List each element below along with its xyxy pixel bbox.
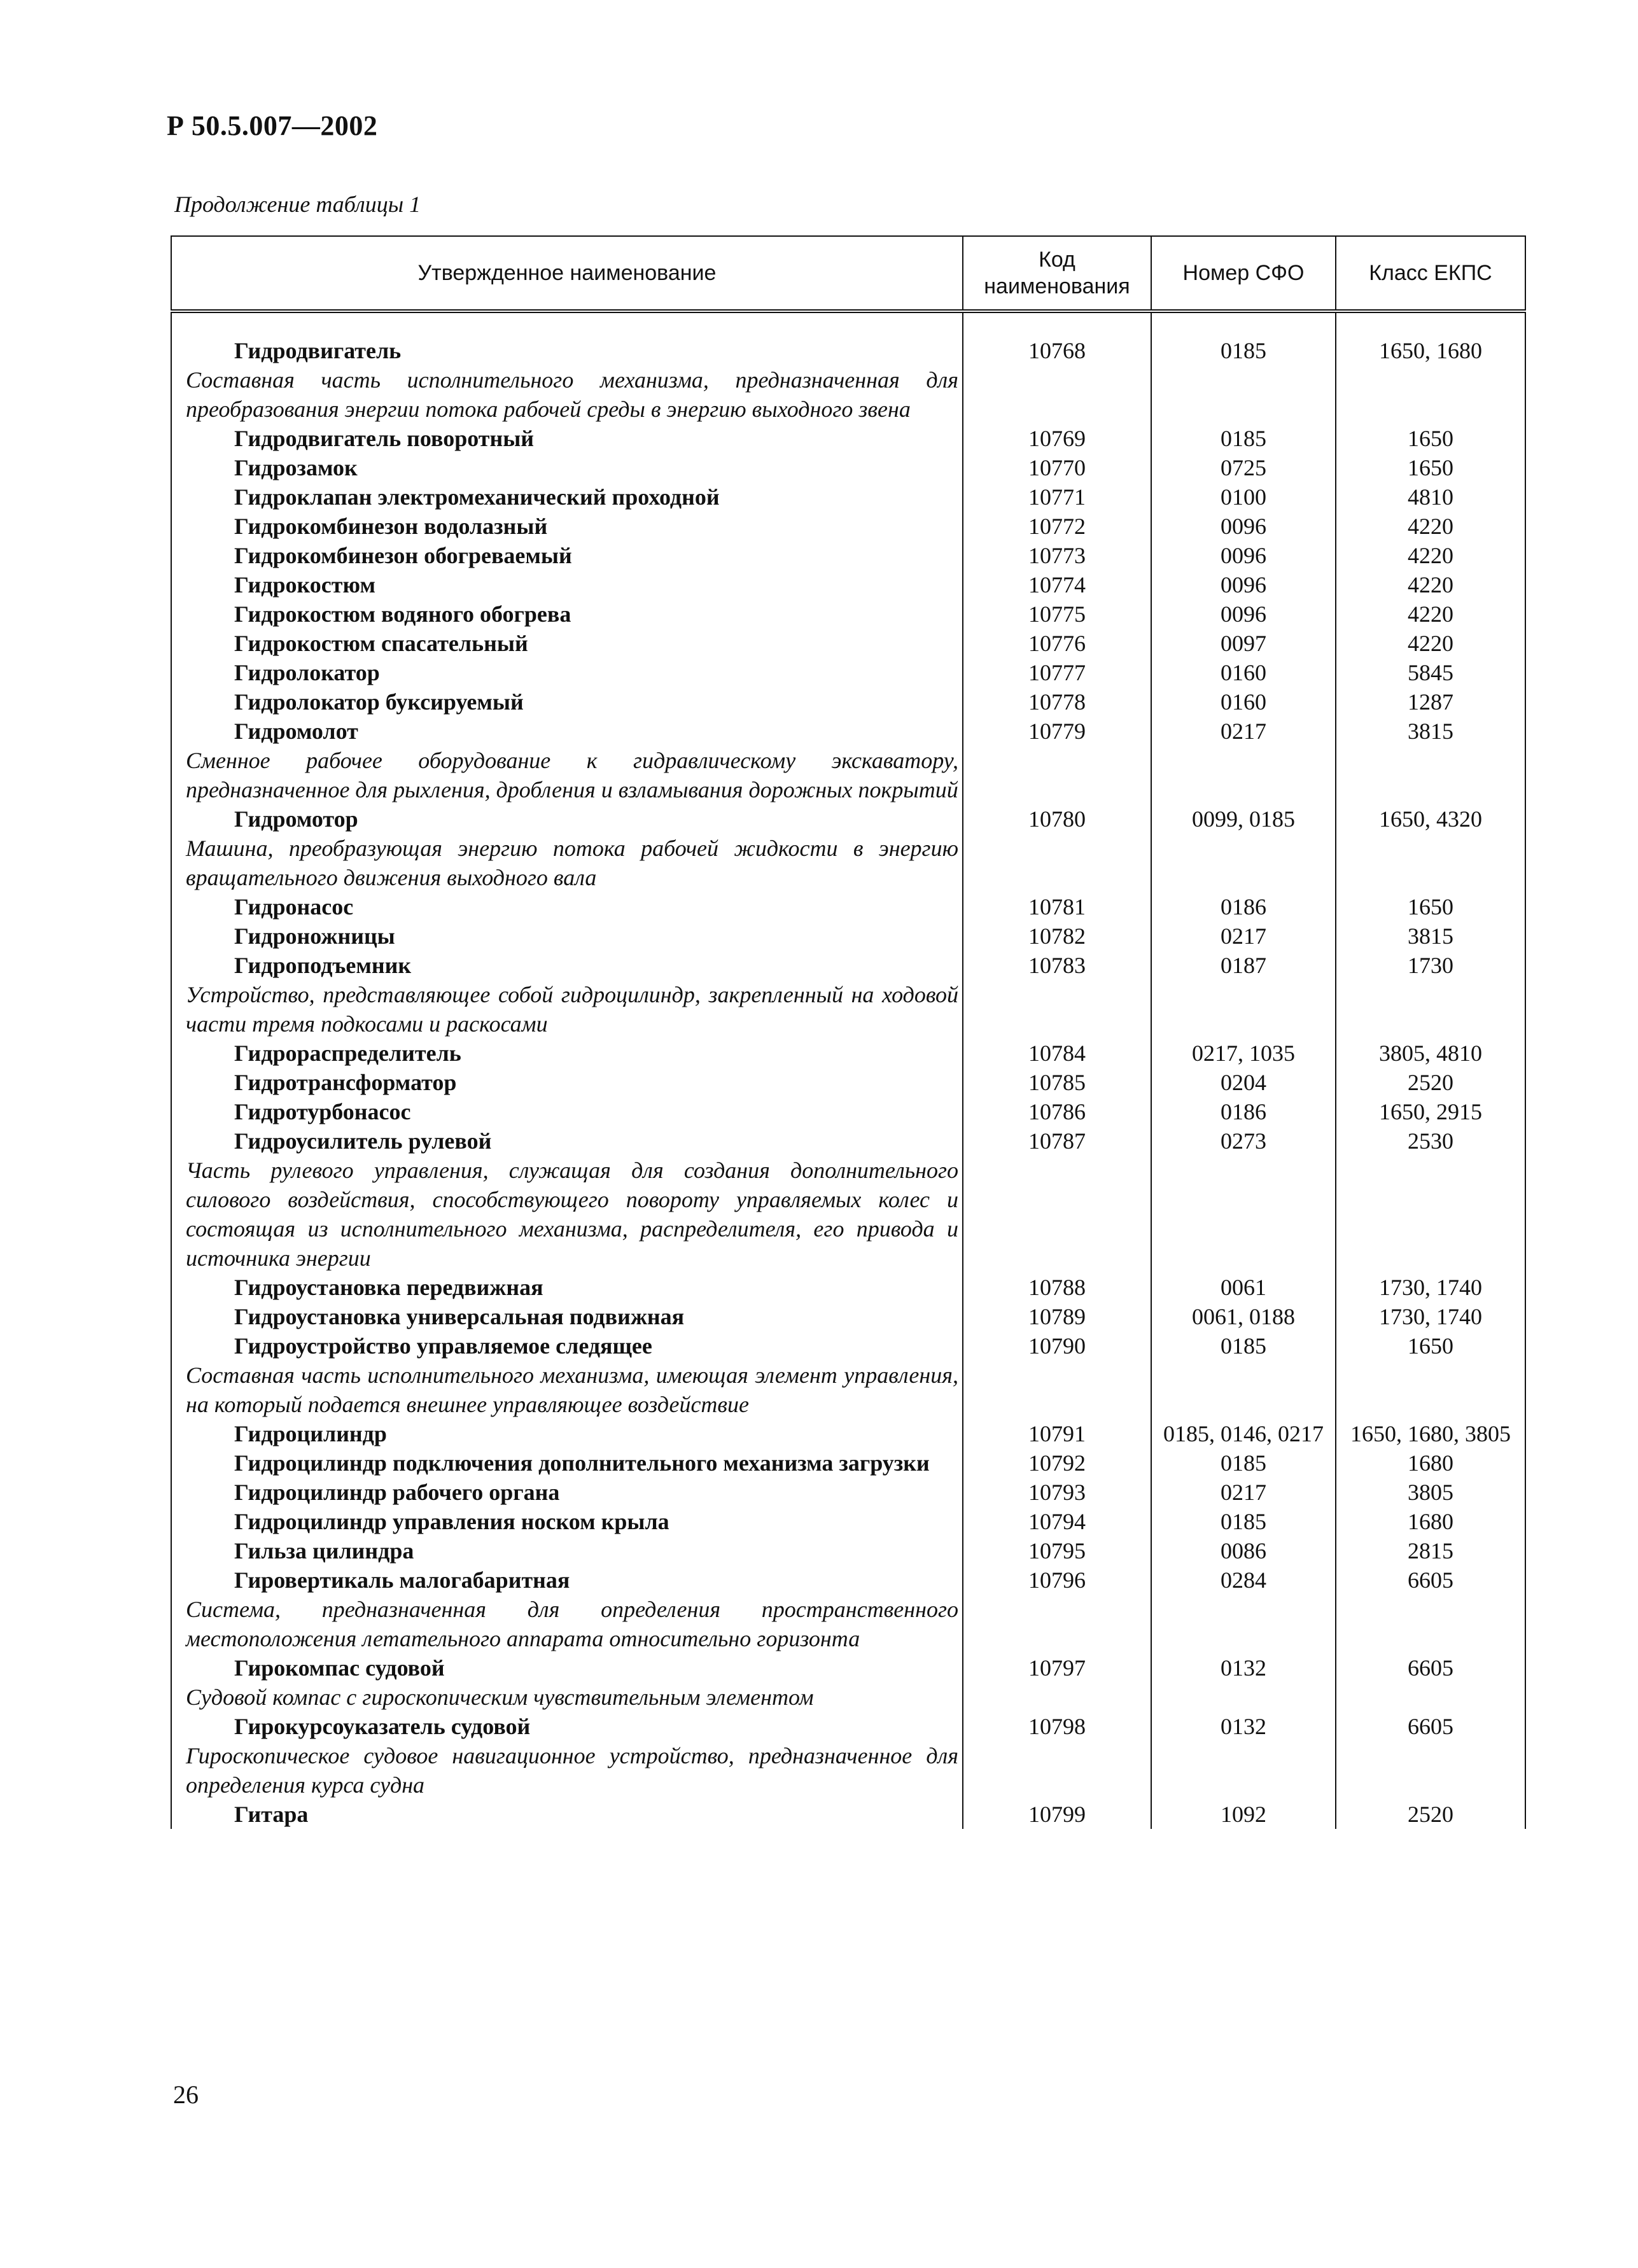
sfo-cell: 0273 [1151, 1126, 1336, 1273]
ekps-cell: 2530 [1336, 1126, 1525, 1273]
term-name: Гировертикаль малогабаритная [234, 1567, 570, 1593]
name-cell [171, 1068, 963, 1097]
column-header-code: Код наименования [963, 236, 1151, 311]
table-row [171, 541, 1525, 570]
term-name: Гидромолот [234, 718, 358, 744]
sfo-cell: 0086 [1151, 1536, 1336, 1565]
term-name: Гидроустановка передвижная [234, 1275, 543, 1300]
term-definition: Часть рулевого управления, служащая для создания дополнительного силового воздействия, способствующего повороту управляемых колес и состоящая из исполнительного механизма, распределителя, его привода и источника энергии [186, 1158, 958, 1271]
ekps-cell: 1287 [1336, 687, 1525, 717]
term-name: Гидрокостюм водяного обогрева [234, 601, 571, 627]
name-cell [171, 599, 963, 629]
table-header [171, 236, 1525, 311]
sfo-cell: 0096 [1151, 570, 1336, 599]
name-cell [171, 1565, 963, 1653]
document-code: Р 50.5.007—2002 [167, 110, 378, 141]
name-cell [171, 453, 963, 482]
name-cell [171, 1039, 963, 1068]
code-cell: 10790 [963, 1331, 1151, 1419]
code-cell: 10780 [963, 804, 1151, 892]
sfo-cell: 0099, 0185 [1151, 804, 1336, 892]
name-cell [171, 512, 963, 541]
name-cell [171, 1536, 963, 1565]
term-name: Гидролокатор буксируемый [234, 689, 524, 715]
term-name: Гидроусилитель рулевой [234, 1128, 492, 1154]
ekps-cell: 1650 [1336, 453, 1525, 482]
sfo-cell: 0187 [1151, 951, 1336, 1039]
code-cell: 10774 [963, 570, 1151, 599]
table-row [171, 717, 1525, 804]
column-header-name: Утвержденное наименование [171, 236, 963, 311]
sfo-cell: 0097 [1151, 629, 1336, 658]
ekps-cell: 4220 [1336, 570, 1525, 599]
table-container [171, 235, 1525, 1829]
sfo-cell: 0096 [1151, 512, 1336, 541]
code-cell: 10775 [963, 599, 1151, 629]
name-cell [171, 541, 963, 570]
sfo-cell: 0185 [1151, 1331, 1336, 1419]
name-cell [171, 687, 963, 717]
ekps-cell: 1680 [1336, 1448, 1525, 1478]
term-name: Гидрокостюм спасательный [234, 631, 528, 656]
ekps-cell: 1730, 1740 [1336, 1302, 1525, 1331]
code-cell: 10799 [963, 1800, 1151, 1829]
sfo-cell: 0217 [1151, 717, 1336, 804]
sfo-cell: 0185, 0146, 0217 [1151, 1419, 1336, 1448]
code-cell: 10776 [963, 629, 1151, 658]
ekps-cell: 3805, 4810 [1336, 1039, 1525, 1068]
ekps-cell: 3815 [1336, 717, 1525, 804]
code-cell: 10773 [963, 541, 1151, 570]
ekps-cell: 1650, 1680 [1336, 311, 1525, 424]
name-cell [171, 921, 963, 951]
ekps-cell: 1730, 1740 [1336, 1273, 1525, 1302]
code-cell: 10791 [963, 1419, 1151, 1448]
name-cell [171, 1273, 963, 1302]
term-name: Гидролокатор [234, 660, 380, 685]
ekps-cell: 6605 [1336, 1712, 1525, 1800]
table-row [171, 1273, 1525, 1302]
sfo-cell: 0096 [1151, 541, 1336, 570]
sfo-cell: 0061, 0188 [1151, 1302, 1336, 1331]
table-row [171, 1419, 1525, 1448]
table-row [171, 1097, 1525, 1126]
code-cell: 10793 [963, 1478, 1151, 1507]
term-name: Гитара [234, 1802, 309, 1827]
table-row [171, 512, 1525, 541]
table-row [171, 658, 1525, 687]
sfo-cell: 0186 [1151, 892, 1336, 921]
table-row [171, 1800, 1525, 1829]
term-name: Гидроцилиндр подключения дополнительного механизма загрузки [234, 1450, 930, 1476]
code-cell: 10794 [963, 1507, 1151, 1536]
term-name: Гирокурсоуказатель судовой [234, 1714, 531, 1739]
code-cell: 10770 [963, 453, 1151, 482]
sfo-cell: 0160 [1151, 687, 1336, 717]
table-row [171, 570, 1525, 599]
ekps-cell: 1730 [1336, 951, 1525, 1039]
name-cell [171, 424, 963, 453]
code-cell: 10772 [963, 512, 1151, 541]
name-cell [171, 570, 963, 599]
ekps-cell: 2520 [1336, 1800, 1525, 1829]
sfo-cell: 0096 [1151, 599, 1336, 629]
term-definition: Машина, преобразующая энергию потока рабочей жидкости в энергию вращательного движения выходного вала [186, 836, 958, 890]
code-cell: 10781 [963, 892, 1151, 921]
code-cell: 10769 [963, 424, 1151, 453]
code-cell: 10782 [963, 921, 1151, 951]
name-cell [171, 482, 963, 512]
code-cell: 10787 [963, 1126, 1151, 1273]
sfo-cell: 0185 [1151, 311, 1336, 424]
name-cell [171, 1126, 963, 1273]
ekps-cell: 1680 [1336, 1507, 1525, 1536]
table-row [171, 921, 1525, 951]
ekps-cell: 3805 [1336, 1478, 1525, 1507]
code-cell: 10798 [963, 1712, 1151, 1800]
ekps-cell: 4220 [1336, 629, 1525, 658]
names-table [171, 235, 1526, 1829]
sfo-cell: 0185 [1151, 424, 1336, 453]
code-cell: 10788 [963, 1273, 1151, 1302]
table-row [171, 311, 1525, 424]
name-cell [171, 658, 963, 687]
code-cell: 10792 [963, 1448, 1151, 1478]
ekps-cell: 1650 [1336, 1331, 1525, 1419]
sfo-cell: 0160 [1151, 658, 1336, 687]
sfo-cell: 0284 [1151, 1565, 1336, 1653]
name-cell [171, 1478, 963, 1507]
term-name: Гидроустройство управляемое следящее [234, 1333, 652, 1359]
ekps-cell: 2815 [1336, 1536, 1525, 1565]
code-cell: 10795 [963, 1536, 1151, 1565]
sfo-cell: 0100 [1151, 482, 1336, 512]
ekps-cell: 4220 [1336, 512, 1525, 541]
ekps-cell: 1650, 2915 [1336, 1097, 1525, 1126]
table-row [171, 1565, 1525, 1653]
term-name: Гидроцилиндр рабочего органа [234, 1480, 560, 1505]
code-cell: 10786 [963, 1097, 1151, 1126]
term-name: Гидрокомбинезон обогреваемый [234, 543, 572, 568]
code-cell: 10778 [963, 687, 1151, 717]
table-row [171, 1653, 1525, 1712]
table-continuation-label: Продолжение таблицы 1 [174, 192, 421, 217]
term-name: Гидрокостюм [234, 572, 375, 598]
name-cell [171, 1302, 963, 1331]
sfo-cell: 0217 [1151, 921, 1336, 951]
name-cell [171, 1653, 963, 1712]
code-cell: 10777 [963, 658, 1151, 687]
sfo-cell: 0186 [1151, 1097, 1336, 1126]
sfo-cell: 0061 [1151, 1273, 1336, 1302]
code-cell: 10784 [963, 1039, 1151, 1068]
table-row [171, 482, 1525, 512]
sfo-cell: 0217 [1151, 1478, 1336, 1507]
sfo-cell: 1092 [1151, 1800, 1336, 1829]
ekps-cell: 4220 [1336, 541, 1525, 570]
sfo-cell: 0132 [1151, 1653, 1336, 1712]
name-cell [171, 1448, 963, 1478]
term-name: Гидроклапан электромеханический проходной [234, 484, 720, 510]
sfo-cell: 0185 [1151, 1507, 1336, 1536]
table-row [171, 1039, 1525, 1068]
table-row [171, 1126, 1525, 1273]
name-cell [171, 1507, 963, 1536]
name-cell [171, 1097, 963, 1126]
code-cell: 10789 [963, 1302, 1151, 1331]
ekps-cell: 2520 [1336, 1068, 1525, 1097]
ekps-cell: 5845 [1336, 658, 1525, 687]
ekps-cell: 1650, 1680, 3805 [1336, 1419, 1525, 1448]
term-name: Гидроцилиндр управления носком крыла [234, 1509, 669, 1534]
sfo-cell: 0132 [1151, 1712, 1336, 1800]
term-name: Гидроподъемник [234, 953, 412, 978]
term-definition: Составная часть исполнительного механизма, имеющая элемент управления, на который подается внешнее управляющее воздействие [186, 1362, 958, 1417]
table-row [171, 804, 1525, 892]
table-row [171, 951, 1525, 1039]
table-body [171, 311, 1525, 1829]
term-name: Гидронасос [234, 894, 354, 920]
name-cell [171, 1800, 963, 1829]
term-definition: Сменное рабочее оборудование к гидравлическому экскаватору, предназначенное для рыхления, дробления и взламывания дорожных покрытий [186, 748, 958, 802]
name-cell [171, 1419, 963, 1448]
table-row [171, 424, 1525, 453]
name-cell [171, 629, 963, 658]
term-name: Гидроустановка универсальная подвижная [234, 1304, 685, 1329]
sfo-cell: 0725 [1151, 453, 1336, 482]
code-cell: 10783 [963, 951, 1151, 1039]
page-number: 26 [173, 2080, 199, 2109]
term-name: Гидродвигатель [234, 338, 402, 363]
name-cell [171, 717, 963, 804]
code-cell: 10796 [963, 1565, 1151, 1653]
code-cell: 10771 [963, 482, 1151, 512]
term-definition: Система, предназначенная для определения пространственного местоположения летательного аппарата относительно горизонта [186, 1597, 958, 1651]
table-row [171, 453, 1525, 482]
name-cell [171, 311, 963, 424]
table-row [171, 1507, 1525, 1536]
table-row [171, 1478, 1525, 1507]
table-row [171, 629, 1525, 658]
term-name: Гидроцилиндр [234, 1421, 387, 1446]
table-row [171, 687, 1525, 717]
table-row [171, 1448, 1525, 1478]
sfo-cell: 0217, 1035 [1151, 1039, 1336, 1068]
term-definition: Составная часть исполнительного механизма, предназначенная для преобразования энергии потока рабочей среды в энергию выходного звена [186, 367, 958, 422]
term-name: Гидрораспределитель [234, 1040, 461, 1066]
term-definition: Гироскопическое судовое навигационное устройство, предназначенное для определения курса судна [186, 1743, 958, 1798]
term-name: Гидрозамок [234, 455, 358, 480]
name-cell [171, 1331, 963, 1419]
code-cell: 10768 [963, 311, 1151, 424]
column-header-ekps: Класс ЕКПС [1336, 236, 1525, 311]
ekps-cell: 1650 [1336, 424, 1525, 453]
term-name: Гидротурбонасос [234, 1099, 411, 1124]
name-cell [171, 1712, 963, 1800]
term-name: Гидромотор [234, 806, 358, 832]
name-cell [171, 951, 963, 1039]
term-definition: Судовой компас с гироскопическим чувствительным элементом [186, 1684, 814, 1710]
ekps-cell: 3815 [1336, 921, 1525, 951]
table-row [171, 1331, 1525, 1419]
ekps-cell: 4810 [1336, 482, 1525, 512]
term-name: Гидрокомбинезон водолазный [234, 514, 548, 539]
sfo-cell: 0204 [1151, 1068, 1336, 1097]
ekps-cell: 1650, 4320 [1336, 804, 1525, 892]
ekps-cell: 6605 [1336, 1565, 1525, 1653]
ekps-cell: 4220 [1336, 599, 1525, 629]
term-name: Гидроножницы [234, 923, 395, 949]
name-cell [171, 804, 963, 892]
table-row [171, 1536, 1525, 1565]
code-cell: 10797 [963, 1653, 1151, 1712]
table-row [171, 892, 1525, 921]
code-cell: 10785 [963, 1068, 1151, 1097]
ekps-cell: 6605 [1336, 1653, 1525, 1712]
table-row [171, 1712, 1525, 1800]
sfo-cell: 0185 [1151, 1448, 1336, 1478]
term-name: Гильза цилиндра [234, 1538, 414, 1564]
term-definition: Устройство, представляющее собой гидроцилиндр, закрепленный на ходовой части тремя подкосами и раскосами [186, 982, 958, 1037]
table-row [171, 599, 1525, 629]
ekps-cell: 1650 [1336, 892, 1525, 921]
table-row [171, 1302, 1525, 1331]
term-name: Гирокомпас судовой [234, 1655, 445, 1681]
name-cell [171, 892, 963, 921]
column-header-sfo: Номер СФО [1151, 236, 1336, 311]
table-row [171, 1068, 1525, 1097]
term-name: Гидродвигатель поворотный [234, 426, 535, 451]
term-name: Гидротрансформатор [234, 1070, 457, 1095]
code-cell: 10779 [963, 717, 1151, 804]
